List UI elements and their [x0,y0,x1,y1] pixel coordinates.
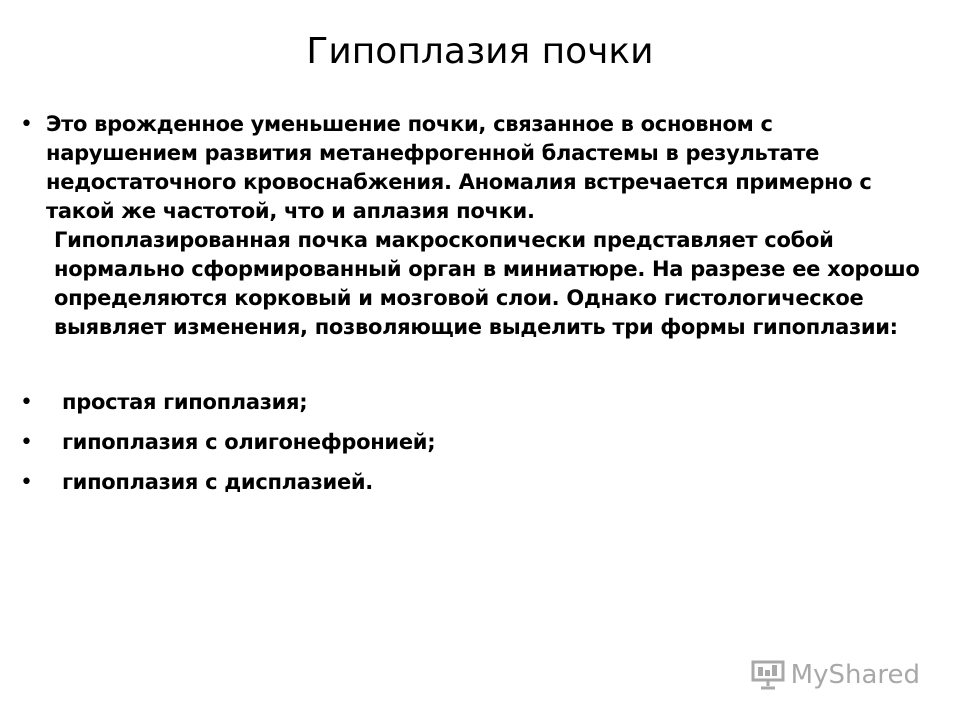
slide-content [20,110,936,508]
form-item: простая гипоплазия; [62,390,308,414]
bullet-dot: • [20,390,33,415]
definition-paragraph: Это врожденное уменьшение почки, связанное в основном с нарушением развития метанефрогенной бластемы в результате недостаточного кровоснабжения. Аномалия встречается примерно с такой же частотой, что и аплазия почки. [46,112,872,223]
presentation-screen-icon [751,660,785,690]
watermark-logo [751,660,920,690]
form-bullet-1 [20,388,936,417]
bullet-dot: • [20,430,33,455]
form-item: гипоплазия с олигонефронией; [62,430,436,454]
bullet-dot: • [20,470,33,495]
description-paragraph: Гипоплазированная почка макроскопически представляет собой нормально сформированный орган в миниатюре. На разрезе ее хорошо определяются корковый и мозговой слои. Однако гистологическое выявляет изменения, позволяющие выделить три формы гипоплазии: [54,228,920,339]
watermark-text: MyShared [790,660,920,690]
bullet-dot: • [20,112,33,137]
form-bullet-2 [20,428,936,457]
slide-title: Гипоплазия почки [306,31,654,72]
form-bullet-3 [20,468,936,497]
main-bullet [20,110,936,342]
form-item: гипоплазия с дисплазией. [62,470,373,494]
